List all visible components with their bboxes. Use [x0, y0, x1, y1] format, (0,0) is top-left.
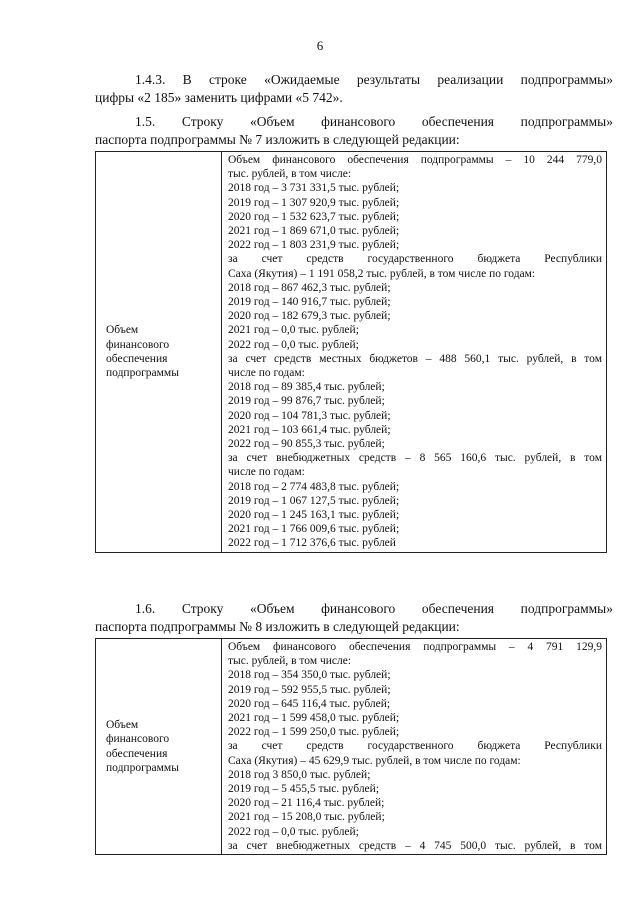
financing-line: за счет средств государственного бюджета Республики	[228, 740, 602, 753]
financing-line: 2020 год – 1 245 163,1 тыс. рублей;	[228, 509, 400, 522]
financing-line: 2022 год – 0,0 тыс. рублей;	[228, 338, 359, 351]
financing-line: 2021 год – 15 208,0 тыс. рублей;	[228, 811, 385, 824]
financing-line: тыс. рублей, в том числе:	[228, 655, 352, 668]
label-line: финансового	[106, 733, 170, 746]
financing-line: 2019 год – 1 307 920,9 тыс. рублей;	[228, 196, 400, 209]
financing-line: 2018 год – 89 385,4 тыс. рублей;	[228, 381, 385, 394]
financing-line: за счет средств государственного бюджета Республики	[228, 253, 602, 266]
financing-line: 2019 год – 5 455,5 тыс. рублей;	[228, 783, 380, 796]
financing-line: за счет средств местных бюджетов – 488 560,1 тыс. рублей, в том	[228, 352, 602, 365]
financing-line: 2020 год – 645 116,4 тыс. рублей;	[228, 697, 391, 710]
financing-line: 2021 год – 0,0 тыс. рублей;	[228, 324, 359, 337]
financing-line: 2019 год – 1 067 127,5 тыс. рублей;	[228, 494, 400, 507]
page-number: 6	[316, 38, 324, 53]
financing-line: 2018 год – 354 350,0 тыс. рублей;	[228, 669, 391, 682]
financing-line: тыс. рублей, в том числе:	[228, 168, 352, 181]
paragraph-line: паспорта подпрограммы № 7 изложить в следующей редакции:	[95, 132, 460, 147]
financing-line: 2021 год – 1 599 458,0 тыс. рублей;	[228, 712, 400, 725]
financing-line: 2022 год – 90 855,3 тыс. рублей;	[228, 438, 385, 451]
label-line: обеспечения	[106, 352, 168, 365]
financing-line: за счет внебюджетных средств – 4 745 500,0 тыс. рублей, в том	[228, 839, 602, 852]
paragraph-line: паспорта подпрограммы № 8 изложить в следующей редакции:	[95, 619, 460, 634]
financing-line: 2022 год – 0,0 тыс. рублей;	[228, 825, 359, 838]
financing-line: 2020 год – 21 116,4 тыс. рублей;	[228, 797, 385, 810]
label-line: подпрограммы	[106, 367, 179, 380]
financing-line: 2020 год – 1 532 623,7 тыс. рублей;	[228, 210, 400, 223]
financing-line: Объем финансового обеспечения подпрограммы – 10 244 779,0	[228, 154, 602, 166]
table-row-label	[96, 152, 222, 553]
paragraph-1-4-3	[95, 71, 613, 107]
label-line: Объем	[106, 719, 139, 732]
financing-line: Саха (Якутия) – 1 191 058,2 тыс. рублей, в том числе по годам:	[228, 267, 536, 280]
financing-line: 2019 год – 140 916,7 тыс. рублей;	[228, 296, 391, 309]
financing-line: Объем финансового обеспечения подпрограммы – 4 791 129,9	[228, 641, 602, 653]
financing-line: 2022 год – 1 712 376,6 тыс. рублей	[228, 537, 396, 550]
paragraph-line: цифры «2 185» заменить цифрами «5 742».	[95, 90, 343, 105]
financing-line: 2019 год – 99 876,7 тыс. рублей;	[228, 395, 385, 408]
financing-line: 2020 год – 104 781,3 тыс. рублей;	[228, 409, 391, 422]
table-row-content	[222, 639, 607, 855]
financing-table-subprogram-7	[95, 151, 607, 553]
table-row-label	[96, 639, 222, 855]
financing-line: 2018 год 3 850,0 тыс. рублей;	[228, 768, 371, 781]
financing-line: числе по годам:	[228, 367, 305, 380]
financing-table-subprogram-8	[95, 638, 607, 855]
paragraph-1-6	[95, 600, 613, 636]
financing-line: 2022 год – 1 599 250,0 тыс. рублей;	[228, 726, 400, 739]
label-line: обеспечения	[106, 747, 168, 760]
label-line: финансового	[106, 338, 170, 351]
paragraph-line: 1.4.3. В строке «Ожидаемые результаты реализации подпрограммы»	[135, 72, 613, 87]
financing-line: 2022 год – 1 803 231,9 тыс. рублей;	[228, 239, 400, 252]
table-row-content	[222, 152, 607, 553]
financing-line: за счет внебюджетных средств – 8 565 160,6 тыс. рублей, в том	[228, 452, 602, 465]
financing-line: 2021 год – 103 661,4 тыс. рублей;	[228, 423, 391, 436]
paragraph-line: 1.6. Строку «Объем финансового обеспечения подпрограммы»	[135, 601, 613, 616]
label-line: подпрограммы	[106, 761, 179, 774]
financing-line: 2018 год – 2 774 483,8 тыс. рублей;	[228, 480, 400, 493]
paragraph-1-5	[95, 113, 613, 149]
label-line: Объем	[106, 324, 139, 337]
financing-line: 2021 год – 1 766 009,6 тыс. рублей;	[228, 523, 400, 536]
financing-line: 2020 год – 182 679,3 тыс. рублей;	[228, 310, 391, 323]
financing-line: 2018 год – 867 462,3 тыс. рублей;	[228, 281, 391, 294]
financing-line: 2019 год – 592 955,5 тыс. рублей;	[228, 683, 391, 696]
paragraph-line: 1.5. Строку «Объем финансового обеспечения подпрограммы»	[135, 114, 613, 129]
financing-line: 2018 год – 3 731 331,5 тыс. рублей;	[228, 182, 400, 195]
financing-line: числе по годам:	[228, 466, 305, 479]
financing-line: 2021 год – 1 869 671,0 тыс. рублей;	[228, 225, 400, 238]
financing-line: Саха (Якутия) – 45 629,9 тыс. рублей, в том числе по годам:	[228, 754, 521, 767]
